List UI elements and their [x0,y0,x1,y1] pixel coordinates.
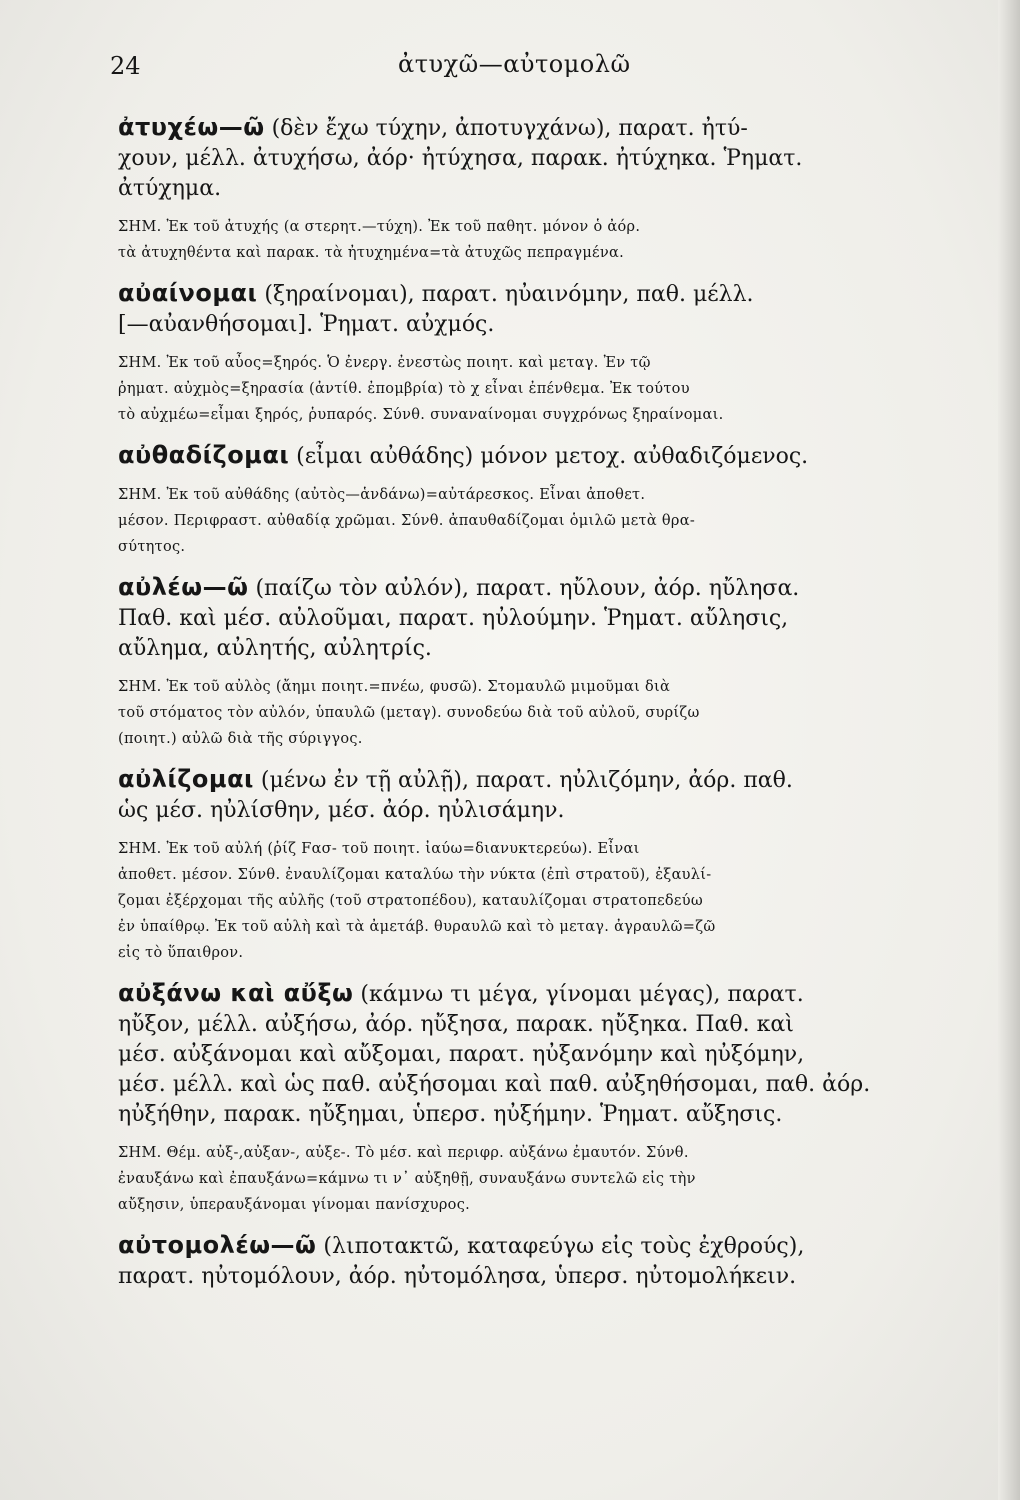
dictionary-entry [118,572,933,752]
entry-text: (παίζω τὸν αὐλόν), παρατ. ηὔλουν, ἀόρ. ηὔλησα. [248,576,800,601]
note-line: ἐν ὑπαίθρῳ. Ἐκ τοῦ αὐλὴ καὶ τὰ ἀμετάβ. θυραυλῶ καὶ τὸ μεταγ. ἀγραυλῶ=ζῶ [118,919,716,935]
entry-note [118,214,933,266]
entry-note [118,1140,933,1218]
note-line: ἀποθετ. μέσον. Σύνθ. ἐναυλίζομαι καταλύω τὴν νύκτα (ἐπὶ στρατοῦ), ἐξαυλί- [118,867,712,883]
entry-line: Παθ. καὶ μέσ. αὐλοῦμαι, παρατ. ηὐλούμην. Ῥηματ. αὔλησις, [118,606,789,631]
entry-line: ὡς μέσ. ηὐλίσθην, μέσ. ἀόρ. ηὐλισάμην. [118,798,565,823]
entry-headword: αὐξάνω καὶ αὔξω [118,979,354,1007]
entry-line [118,278,933,310]
dictionary-entry [118,278,933,428]
entry-line: ἀτύχημα. [118,176,222,201]
note-line: ΣΗΜ. Ἐκ τοῦ αὐλὸς (ἄημι ποιητ.=πνέω, φυσῶ). Στομαυλῶ μιμοῦμαι διὰ [118,679,671,695]
entry-text: (μένω ἐν τῇ αὐλῇ), παρατ. ηὐλιζόμην, ἀόρ. παθ. [253,768,793,793]
note-line: τοῦ στόματος τὸν αὐλόν, ὑπαυλῶ (μεταγ). συνοδεύω διὰ τοῦ αὐλοῦ, συρίζω [118,705,700,721]
entry-line [118,764,933,796]
entry-headword: αὐλίζομαι [118,765,254,793]
entry-line: ηὐξήθην, παρακ. ηὔξημαι, ὑπερσ. ηὐξήμην. Ῥηματ. αὔξησις. [118,1102,783,1127]
note-line: (ποιητ.) αὐλῶ διὰ τῆς σύριγγος. [118,731,363,747]
entry-note [118,482,933,560]
note-line: ΣΗΜ. Ἐκ τοῦ ἀτυχής (α στερητ.—τύχη). Ἐκ τοῦ παθητ. μόνον ὁ ἀόρ. [118,219,641,235]
note-line: ζομαι ἐξέρχομαι τῆς αὐλῆς (τοῦ στρατοπέδου), καταυλίζομαι στρατοπεδεύω [118,893,703,909]
entry-line [118,112,933,144]
entry-line: χουν, μέλλ. ἀτυχήσω, ἀόρ· ἠτύχησα, παρακ. ἠτύχηκα. Ῥηματ. [118,146,803,171]
dictionary-entry [118,112,933,266]
entry-line [118,978,933,1010]
entry-line [118,572,933,604]
note-line: μέσον. Περιφραστ. αὐθαδίᾳ χρῶμαι. Σύνθ. ἀπαυθαδίζομαι ὁμιλῶ μετὰ θρα- [118,513,696,529]
entry-line: ηὔξον, μέλλ. αὐξήσω, ἀόρ. ηὔξησα, παρακ. ηὔξηκα. Παθ. καὶ [118,1012,794,1037]
entry-line: παρατ. ηὐτομόλουν, ἀόρ. ηὐτομόλησα, ὑπερσ. ηὐτομολήκειν. [118,1264,797,1289]
entry-headword: αὐλέω—ῶ [118,573,249,601]
entry-line: αὔλημα, αὐλητής, αὐλητρίς. [118,636,432,661]
note-line: ΣΗΜ. Ἐκ τοῦ αὐθάδης (αὐτὸς—ἁνδάνω)=αὐτάρεσκος. Εἶναι ἀποθετ. [118,487,646,503]
entry-headword: ἀτυχέω—ῶ [118,113,265,141]
note-line: ΣΗΜ. Ἐκ τοῦ αὐλή (ῥίζ Fασ- τοῦ ποιητ. ἰαύω=διανυκτερεύω). Εἶναι [118,841,640,857]
dictionary-content [118,112,933,1292]
entry-headword: αὐαίνομαι [118,279,258,307]
entry-headword: αὐθαδίζομαι [118,441,290,469]
note-line: τὰ ἀτυχηθέντα καὶ παρακ. τὰ ἠτυχημένα=τὰ ἀτυχῶς πεπραγμένα. [118,245,624,261]
running-head: ἀτυχῶ—αὐτομολῶ [398,50,631,78]
note-line: ΣΗΜ. Ἐκ τοῦ αὖος=ξηρός. Ὁ ἐνεργ. ἐνεστὼς ποιητ. καὶ μεταγ. Ἐν τῷ [118,355,651,371]
entry-text: (εἶμαι αὐθάδης) μόνον μετοχ. αὐθαδιζόμενος. [289,444,809,469]
dictionary-entry [118,764,933,966]
entry-text: (λιποτακτῶ, καταφεύγω εἰς τοὺς ἐχθρούς), [316,1234,805,1259]
note-line: ΣΗΜ. Θέμ. αὐξ-,αὐξαν-, αὐξε-. Τὸ μέσ. καὶ περιφρ. αὐξάνω ἐμαυτόν. Σύνθ. [118,1145,689,1161]
entry-line: [—αὐανθήσομαι]. Ῥηματ. αὐχμός. [118,312,495,337]
note-line: σύτητος. [118,539,186,555]
entry-line [118,440,933,472]
entry-text: (κάμνω τι μέγα, γίνομαι μέγας), παρατ. [353,982,804,1007]
dictionary-entry [118,440,933,560]
note-line: ἐναυξάνω καὶ ἐπαυξάνω=κάμνω τι ν᾽ αὐξηθῇ, συναυξάνω συντελῶ εἰς τὴν [118,1171,696,1187]
dictionary-entry [118,1230,933,1292]
entry-text: (δὲν ἔχω τύχην, ἀποτυγχάνω), παρατ. ἠτύ- [264,116,748,141]
note-line: τὸ αὐχμέω=εἶμαι ξηρός, ῥυπαρός. Σύνθ. συναναίνομαι συγχρόνως ξηραίνομαι. [118,407,724,423]
entry-line [118,1230,933,1262]
note-line: ῥηματ. αὐχμὸς=ξηρασία (ἀντίθ. ἐπομβρία) τὸ χ εἶναι ἐπένθεμα. Ἐκ τούτου [118,381,690,397]
entry-line: μέσ. μέλλ. καὶ ὡς παθ. αὐξήσομαι καὶ παθ. αὐξηθήσομαι, παθ. ἀόρ. [118,1072,871,1097]
entry-note [118,350,933,428]
entry-line: μέσ. αὐξάνομαι καὶ αὔξομαι, παρατ. ηὐξανόμην καὶ ηὐξόμην, [118,1042,805,1067]
entry-text: (ξηραίνομαι), παρατ. ηὐαινόμην, παθ. μέλλ. [257,282,754,307]
dictionary-entry [118,978,933,1218]
entry-note [118,836,933,966]
page-number: 24 [110,52,141,80]
page-edge [998,0,1020,1500]
entry-note [118,674,933,752]
page-header [110,46,930,86]
note-line: εἰς τὸ ὕπαιθρον. [118,945,244,961]
entry-headword: αὐτομολέω—ῶ [118,1231,317,1259]
note-line: αὔξησιν, ὑπεραυξάνομαι γίνομαι πανίσχυρος. [118,1197,471,1213]
